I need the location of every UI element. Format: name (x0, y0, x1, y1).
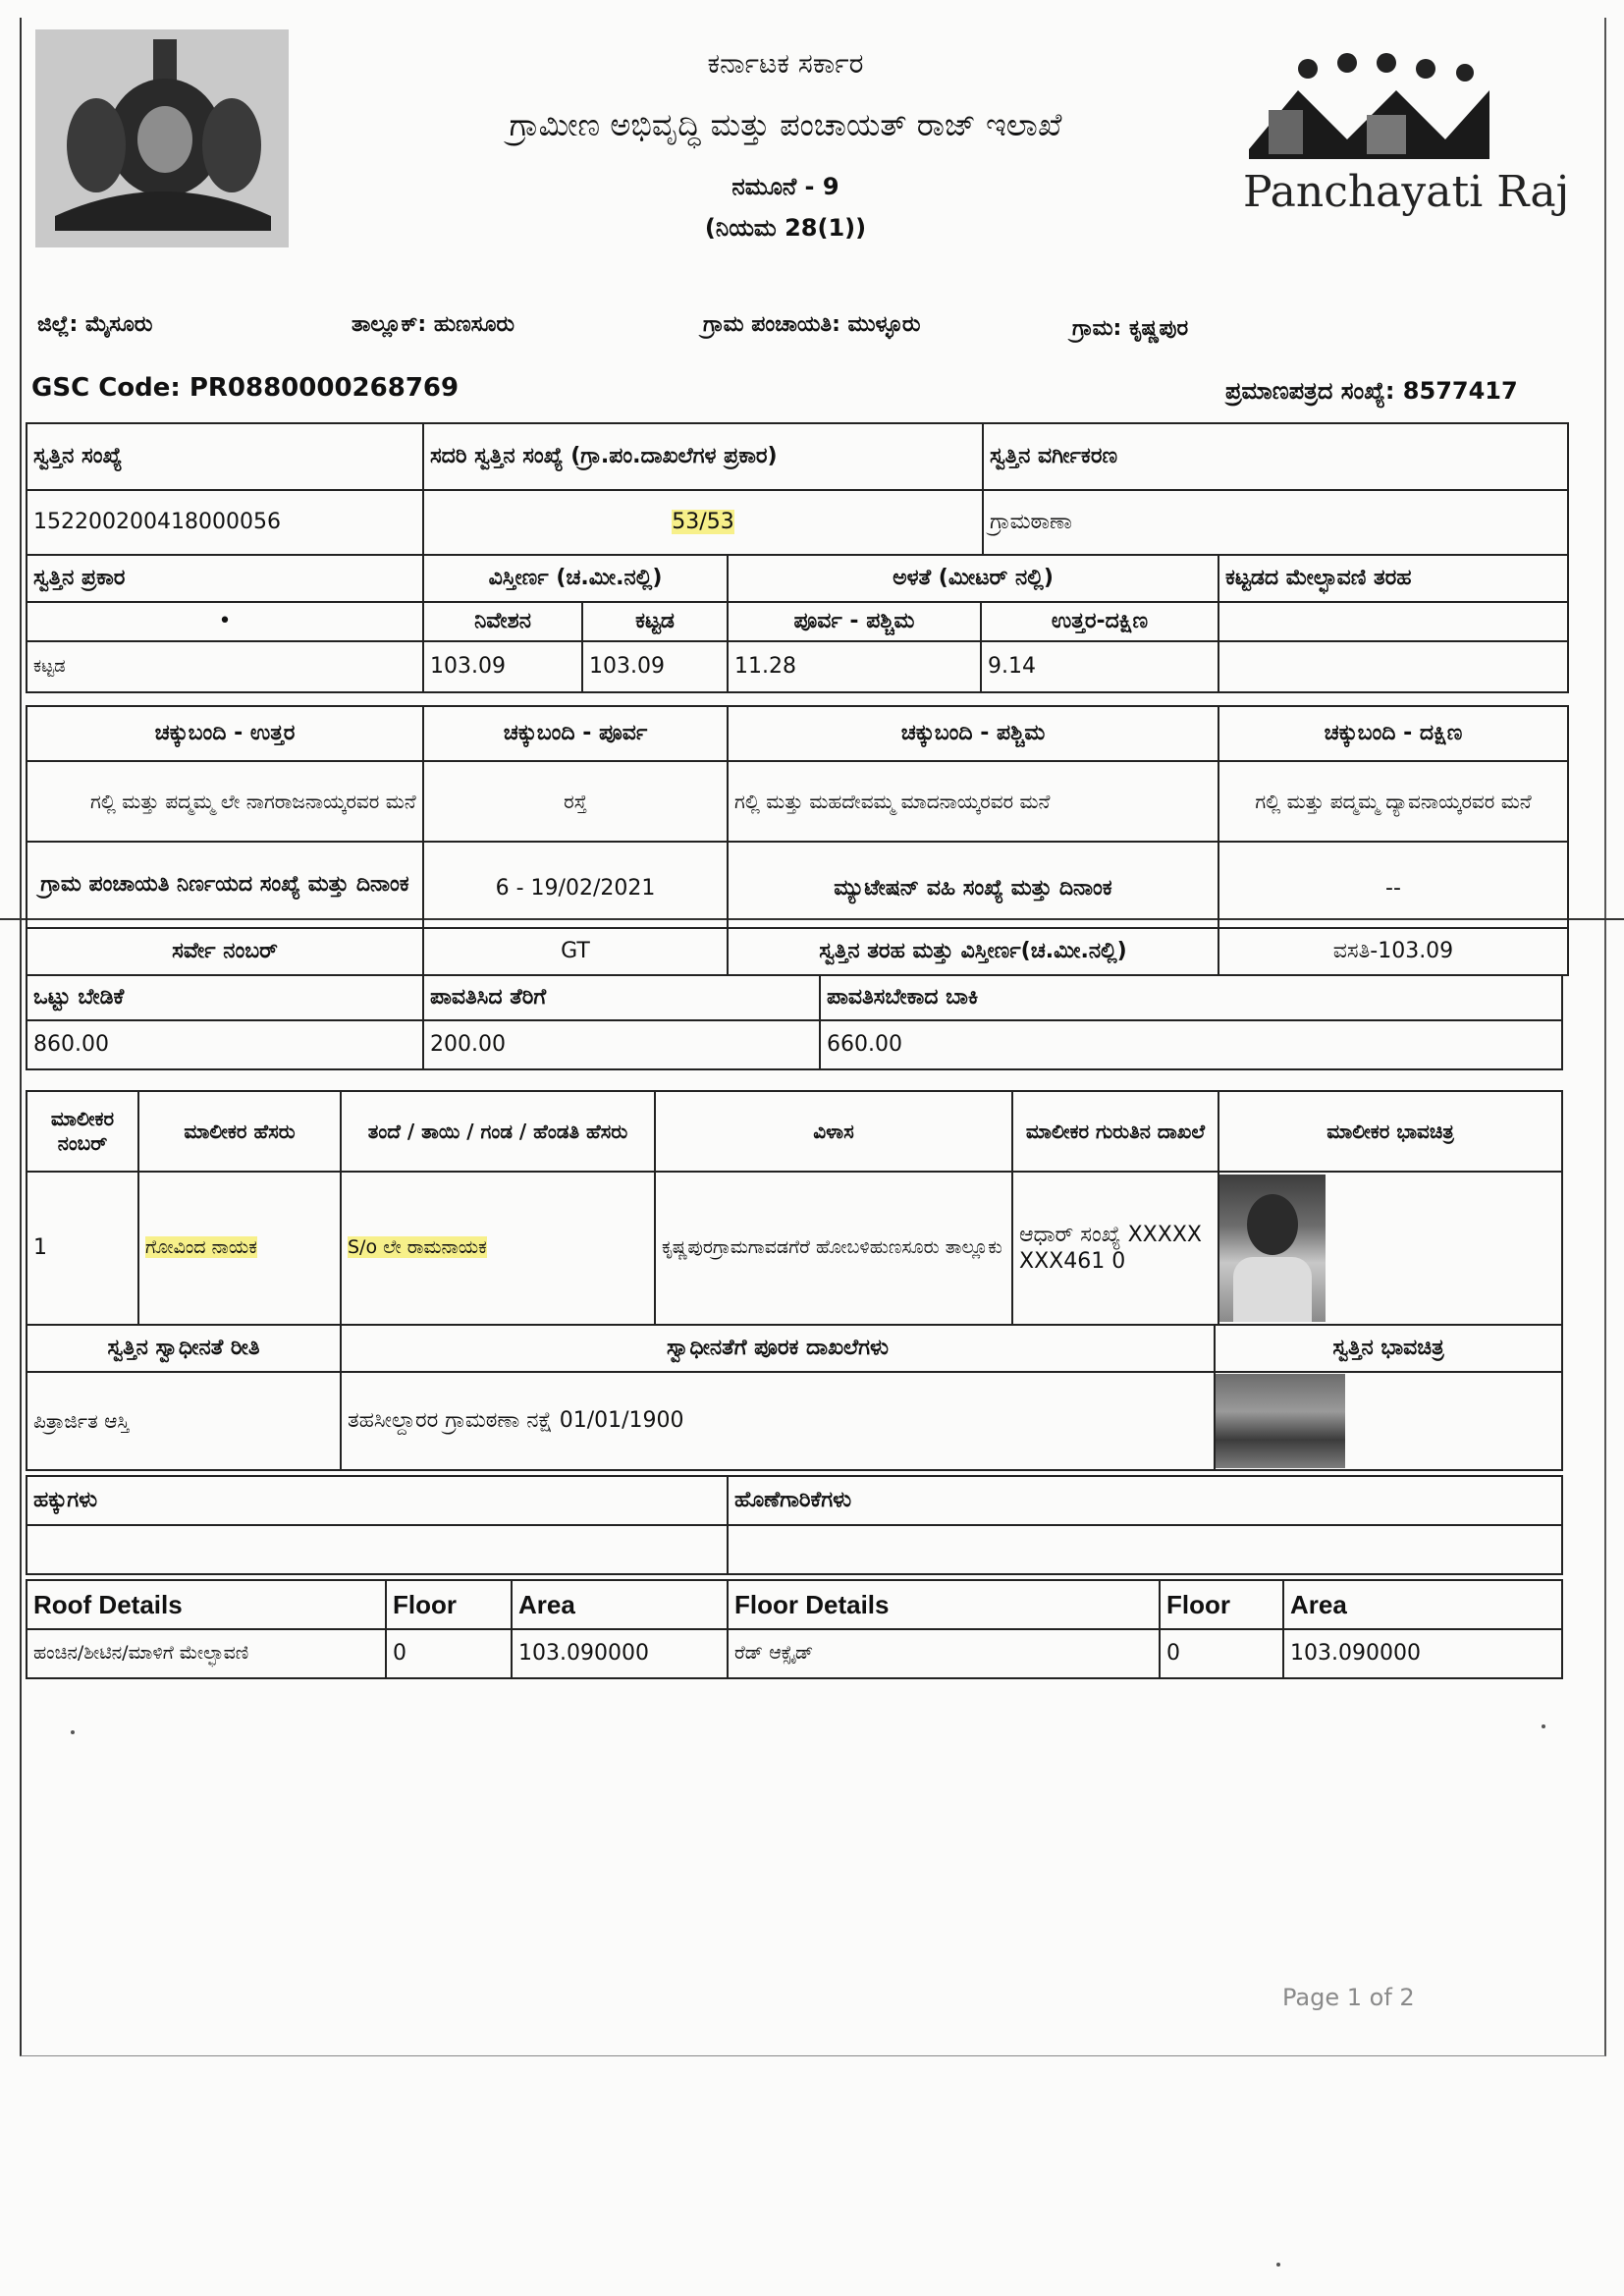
dimensions-table (26, 554, 1569, 693)
form-number: ನಮೂನೆ - 9 (731, 173, 839, 200)
roof-type-header: ಕಟ್ಟಡದ ಮೇಲ್ಛಾವಣಿ ತರಹ (1218, 555, 1568, 602)
roof-details-table (26, 1579, 729, 1679)
ownership-docs-header: ಸ್ವಾಧೀನತೆಗೆ ಪೂರಕ ದಾಖಲೆಗಳು (341, 1325, 1215, 1372)
ownership-mode-header: ಸ್ವತ್ತಿನ ಸ್ವಾಧೀನತೆ ರೀತಿ (27, 1325, 341, 1372)
classification-header: ಸ್ವತ್ತಿನ ವರ್ಗೀಕರಣ (983, 423, 1568, 490)
property-type-value: ಕಟ್ಟಡ (27, 641, 423, 692)
site-header: ನಿವೇಶನ (423, 602, 582, 641)
north-boundary-header: ಚಕ್ಕುಬಂದಿ - ಉತ್ತರ (27, 706, 423, 761)
rights-table (26, 1475, 1563, 1575)
building-header: ಕಟ್ಟಡ (582, 602, 728, 641)
certificate-number: ಪ್ರಮಾಣಪತ್ರದ ಸಂಖ್ಯೆ: 8577417 (1225, 377, 1518, 405)
floor-area-value: 103.090000 (1283, 1629, 1562, 1678)
address-value: ಕೃಷ್ಣಪುರಗ್ರಾಮಗಾವಡಗೆರೆ ಹೋಬಳಿಹುಣಸೂರು ತಾಲ್ಲೂಕು (655, 1172, 1012, 1325)
building-area-value: 103.09 (582, 641, 728, 692)
owner-id-value: ಆಧಾರ್ ಸಂಖ್ಯೆ XXXXXXXX461 0 (1012, 1172, 1218, 1325)
floor-type-detail: ರೆಡ್ ಆಕ್ಸೈಡ್ (728, 1629, 1160, 1678)
tax-table (26, 974, 1563, 1070)
floor-floor-header: Floor (1160, 1580, 1283, 1629)
owner-photo-header: ಮಾಲೀಕರ ಭಾವಚಿತ್ರ (1218, 1091, 1562, 1172)
roof-area-value: 103.090000 (512, 1629, 728, 1678)
east-west-header: ಪೂರ್ವ - ಪಶ್ಚಿಮ (728, 602, 981, 641)
gsc-code: GSC Code: PR0880000268769 (31, 373, 460, 403)
property-photo-cell (1215, 1372, 1562, 1470)
south-boundary-header: ಚಕ್ಕುಬಂದಿ - ದಕ್ಷಿಣ (1218, 706, 1568, 761)
roof-area-header: Area (512, 1580, 728, 1629)
owner-no-header: ಮಾಲೀಕರ ನಂಬರ್ (27, 1091, 138, 1172)
north-south-value: 9.14 (981, 641, 1218, 692)
roof-type-value (1218, 641, 1568, 692)
floor-area-header: Area (1283, 1580, 1562, 1629)
gp-resolution-value: 6 - 19/02/2021 (423, 842, 728, 928)
tax-paid-value: 200.00 (423, 1020, 820, 1069)
government-title: ಕರ್ನಾಟಕ ಸರ್ಕಾರ (707, 47, 864, 80)
west-boundary-value: ಗಲ್ಲಿ ಮತ್ತು ಮಹದೇವಮ್ಮ ಮಾದನಾಯ್ಕರವರ ಮನೆ (728, 761, 1218, 842)
east-boundary-value: ರಸ್ತೆ (423, 761, 728, 842)
panchayati-raj-logo-text: Panchayati Raj (1243, 167, 1570, 217)
scan-speck (1276, 2263, 1280, 2267)
department-title: ಗ್ರಾಮೀಣ ಅಭಿವೃದ್ಧಿ ಮತ್ತು ಪಂಚಾಯತ್ ರಾಜ್ ಇಲಾಖೆ (509, 106, 1062, 143)
mutation-value: -- (1218, 842, 1568, 928)
property-no-header: ಸ್ವತ್ತಿನ ಸಂಖ್ಯೆ (27, 423, 423, 490)
rights-value (27, 1525, 728, 1574)
measurement-header: ಅಳತೆ (ಮೀಟರ್ ನಲ್ಲಿ) (728, 555, 1218, 602)
gp-resolution-header: ಗ್ರಾಮ ಪಂಚಾಯತಿ ನಿರ್ಣಯದ ಸಂಖ್ಯೆ ಮತ್ತು ದಿನಾಂಕ (27, 842, 423, 928)
scan-speck (1542, 1724, 1545, 1728)
property-photo (1216, 1374, 1345, 1468)
floor-details-header: Floor Details (728, 1580, 1160, 1629)
floor-floor-value: 0 (1160, 1629, 1283, 1678)
property-no-value: 152200200418000056 (27, 490, 423, 555)
roof-type-blank (1218, 602, 1568, 641)
liabilities-header: ಹೊಣೆಗಾರಿಕೆಗಳು (728, 1476, 1562, 1525)
east-west-value: 11.28 (728, 641, 981, 692)
roof-details-header: Roof Details (27, 1580, 386, 1629)
survey-header: ಸರ್ವೇ ನಂಬರ್ (27, 928, 423, 975)
sadari-no-header: ಸದರಿ ಸ್ವತ್ತಿನ ಸಂಖ್ಯೆ (ಗ್ರಾ.ಪಂ.ದಾಖಲೆಗಳ ಪ್ರಕಾರ) (423, 423, 983, 490)
tax-paid-header: ಪಾವತಿಸಿದ ತೆರಿಗೆ (423, 975, 820, 1020)
address-header: ವಿಳಾಸ (655, 1091, 1012, 1172)
taluk: ತಾಲ್ಲೂಕ್: ಹುಣಸೂರು (352, 312, 515, 337)
gram-panchayat: ಗ್ರಾಮ ಪಂಚಾಯತಿ: ಮುಳ್ಳೂರು (703, 312, 921, 337)
state-emblem-icon (35, 29, 289, 247)
boundaries-table (26, 705, 1569, 976)
property-photo-header: ಸ್ವತ್ತಿನ ಭಾವಚಿತ್ರ (1215, 1325, 1562, 1372)
ownership-docs-value: ತಹಸೀಲ್ದಾರರ ಗ್ರಾಮಠಣಾ ನಕ್ಷೆ 01/01/1900 (341, 1372, 1215, 1470)
relation-value: S/o ಲೇ ರಾಮನಾಯಕ (341, 1172, 655, 1325)
area-type-header: ಸ್ವತ್ತಿನ ತರಹ ಮತ್ತು ವಿಸ್ತೀರ್ಣ(ಚ.ಮೀ.ನಲ್ಲಿ) (728, 928, 1218, 975)
total-demand-header: ಒಟ್ಟು ಬೇಡಿಕೆ (27, 975, 423, 1020)
area-type-value: ವಸತಿ-103.09 (1218, 928, 1568, 975)
property-type-header: ಸ್ವತ್ತಿನ ಪ್ರಕಾರ (27, 555, 423, 602)
total-demand-value: 860.00 (27, 1020, 423, 1069)
north-south-header: ಉತ್ತರ-ದಕ್ಷಿಣ (981, 602, 1218, 641)
survey-value: GT (423, 928, 728, 975)
rights-header: ಹಕ್ಕುಗಳು (27, 1476, 728, 1525)
ownership-mode-value: ಪಿತ್ರಾರ್ಜಿತ ಆಸ್ತಿ (27, 1372, 341, 1470)
owner-name-header: ಮಾಲೀಕರ ಹೆಸರು (138, 1091, 341, 1172)
roof-type-detail: ಹಂಚಿನ/ಶೀಟಿನ/ಮಾಳಿಗೆ ಮೇಲ್ಛಾವಣಿ (27, 1629, 386, 1678)
district: ಜಿಲ್ಲೆ: ಮೈಸೂರು (37, 312, 153, 337)
liabilities-value (728, 1525, 1562, 1574)
sadari-no-value: 53/53 (423, 490, 983, 555)
balance-value: 660.00 (820, 1020, 1562, 1069)
roof-floor-value: 0 (386, 1629, 512, 1678)
north-boundary-value: ಗಲ್ಲಿ ಮತ್ತು ಪದ್ಮಮ್ಮ ಲೇ ನಾಗರಾಜನಾಯ್ಕರವರ ಮನೆ (27, 761, 423, 842)
relation-header: ತಂದೆ / ತಾಯಿ / ಗಂಡ / ಹೆಂಡತಿ ಹೆಸರು (341, 1091, 655, 1172)
property-number-table (26, 422, 1569, 556)
floor-details-table (727, 1579, 1563, 1679)
owner-id-header: ಮಾಲೀಕರ ಗುರುತಿನ ದಾಖಲೆ (1012, 1091, 1218, 1172)
balance-header: ಪಾವತಿಸಬೇಕಾದ ಬಾಕಿ (820, 975, 1562, 1020)
owner-no-value: 1 (27, 1172, 138, 1325)
owner-photo (1219, 1175, 1326, 1322)
owner-photo-cell (1218, 1172, 1562, 1325)
roof-floor-header: Floor (386, 1580, 512, 1629)
classification-value: ಗ್ರಾಮಠಾಣಾ (983, 490, 1568, 555)
owner-table (26, 1090, 1563, 1326)
area-header: ವಿಸ್ತೀರ್ಣ (ಚ.ಮೀ.ನಲ್ಲಿ) (423, 555, 728, 602)
rule-reference: (ನಿಯಮ 28(1)) (704, 214, 867, 242)
village: ಗ್ರಾಮ: ಕೃಷ್ಣಪುರ (1072, 316, 1189, 341)
page-number: Page 1 of 2 (1282, 1984, 1415, 2011)
property-type-mark: • (27, 602, 423, 641)
south-boundary-value: ಗಲ್ಲಿ ಮತ್ತು ಪದ್ಮಮ್ಮ ದ್ಯಾವನಾಯ್ಕರವರ ಮನೆ (1218, 761, 1568, 842)
scan-speck (71, 1730, 75, 1734)
ownership-table (26, 1324, 1563, 1471)
site-area-value: 103.09 (423, 641, 582, 692)
owner-name-value: ಗೋವಿಂದ ನಾಯಕ (138, 1172, 341, 1325)
east-boundary-header: ಚಕ್ಕುಬಂದಿ - ಪೂರ್ವ (423, 706, 728, 761)
west-boundary-header: ಚಕ್ಕುಬಂದಿ - ಪಶ್ಚಿಮ (728, 706, 1218, 761)
mutation-header: ಮ್ಯುಟೇಷನ್ ವಹಿ ಸಂಖ್ಯೆ ಮತ್ತು ದಿನಾಂಕ (728, 842, 1218, 928)
